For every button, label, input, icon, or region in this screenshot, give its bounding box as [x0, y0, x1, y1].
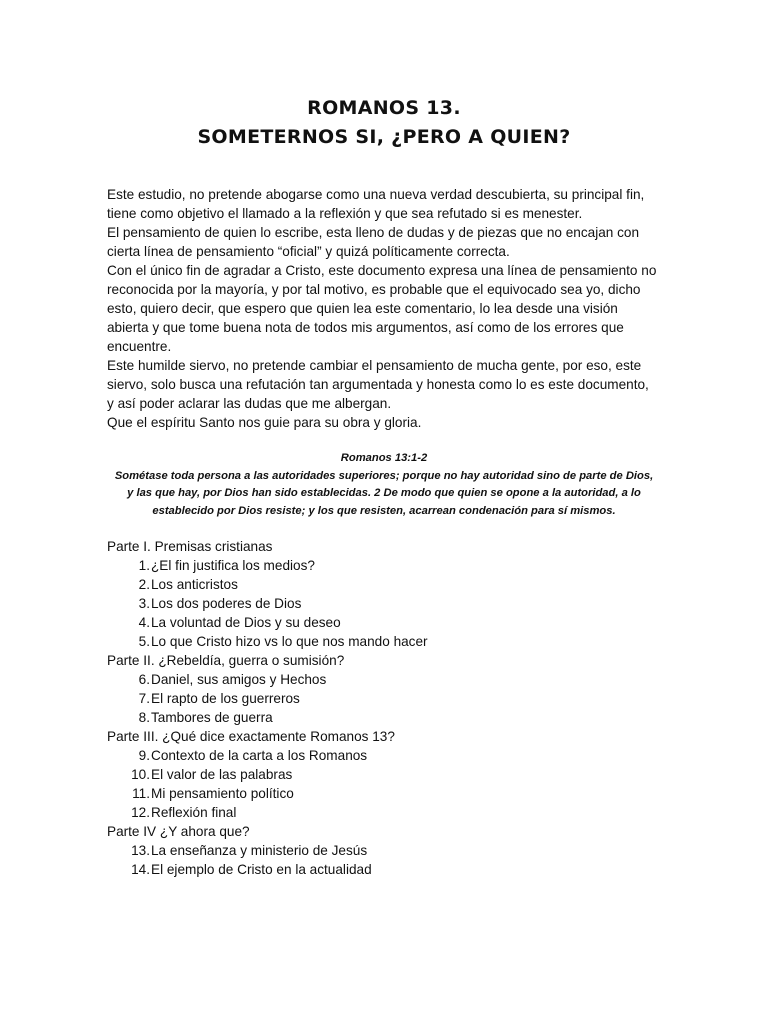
intro-line: El pensamiento de quien lo escribe, esta lleno de dudas y de piezas que no encajan con — [107, 225, 640, 240]
toc-item-number: 7. — [138, 691, 150, 706]
toc-part-heading: Parte IV ¿Y ahora que? — [107, 824, 250, 839]
quote-line: y las que hay, por Dios han sido establecidas. 2 De modo que quien se opone a la autoridad, a lo — [127, 487, 641, 499]
toc-item-number: 6. — [138, 672, 150, 687]
toc-item-label: Contexto de la carta a los Romanos — [151, 748, 368, 763]
toc-item — [107, 708, 667, 727]
toc-item-number: 12. — [131, 805, 150, 820]
intro-line: y así poder aclarar las dudas que me albergan. — [107, 396, 392, 411]
toc-item-label: La voluntad de Dios y su deseo — [151, 615, 341, 630]
toc-item-number: 8. — [138, 710, 150, 725]
toc-item-label: Mi pensamiento político — [151, 786, 294, 801]
toc-item — [107, 689, 667, 708]
intro-line: encuentre. — [107, 339, 172, 354]
intro-line: siervo, solo busca una refutación tan argumentada y honesta como lo es este documento, — [107, 377, 649, 392]
toc-item — [107, 613, 667, 632]
intro-line: Que el espíritu Santo nos guie para su obra y gloria. — [107, 415, 422, 430]
intro-line: Este estudio, no pretende abogarse como una nueva verdad descubierta, su principal fin, — [107, 187, 645, 202]
toc-item-number: 10. — [131, 767, 150, 782]
quote-line: Sométase toda persona a las autoridades superiores; porque no hay autoridad sino de parte de Dios, — [114, 469, 654, 482]
toc-item-label: La enseñanza y ministerio de Jesús — [151, 843, 368, 858]
document-title-line-2: SOMETERNOS SI, ¿PERO A QUIEN? — [197, 126, 571, 148]
toc-item — [107, 803, 667, 822]
toc-item — [107, 746, 667, 765]
intro-paragraphs — [107, 185, 667, 432]
toc-item-number: 4. — [138, 615, 150, 630]
toc-item-label: El ejemplo de Cristo en la actualidad — [151, 862, 372, 877]
toc-item-label: Reflexión final — [151, 805, 237, 820]
intro-line: abierta y que tome buena nota de todos mis argumentos, así como de los errores que — [107, 320, 624, 335]
toc-item-label: ¿El fin justifica los medios? — [151, 558, 315, 573]
toc-part-heading: Parte I. Premisas cristianas — [107, 539, 273, 554]
toc-item — [107, 765, 667, 784]
table-of-contents — [107, 537, 667, 879]
intro-line: tiene como objetivo el llamado a la reflexión y que sea refutado si es menester. — [107, 206, 583, 221]
toc-item — [107, 575, 667, 594]
toc-item-number: 5. — [138, 634, 150, 649]
toc-item — [107, 841, 667, 860]
intro-line: cierta línea de pensamiento “oficial” y quizá políticamente correcta. — [107, 244, 510, 259]
intro-line: Este humilde siervo, no pretende cambiar el pensamiento de mucha gente, por eso, este — [107, 358, 642, 373]
toc-item — [107, 632, 667, 651]
toc-item-label: Daniel, sus amigos y Hechos — [151, 672, 327, 687]
toc-item-label: Lo que Cristo hizo vs lo que nos mando hacer — [151, 634, 428, 649]
toc-item-label: El rapto de los guerreros — [151, 691, 300, 706]
scripture-quote — [100, 450, 668, 520]
toc-item-label: Tambores de guerra — [151, 710, 273, 725]
toc-item — [107, 594, 667, 613]
toc-item — [107, 670, 667, 689]
toc-item-number: 11. — [132, 786, 150, 801]
toc-item-number: 13. — [131, 843, 150, 858]
quote-line: establecido por Dios resiste; y los que resisten, acarrean condenación para sí mismos. — [152, 504, 616, 517]
toc-item-label: Los dos poderes de Dios — [151, 596, 302, 611]
toc-item-number: 3. — [138, 596, 150, 611]
toc-item-number: 2. — [138, 577, 150, 592]
quote-reference: Romanos 13:1-2 — [340, 452, 428, 464]
toc-item-number: 14. — [131, 862, 150, 877]
toc-item-label: Los anticristos — [151, 577, 238, 592]
toc-item-number: 1. — [138, 558, 150, 573]
toc-item-number: 9. — [138, 748, 150, 763]
intro-line: Con el único fin de agradar a Cristo, este documento expresa una línea de pensamiento no — [107, 263, 657, 278]
intro-line: esto, quiero decir, que espero que quien lea este comentario, lo lea desde una visión — [107, 301, 618, 316]
toc-item — [107, 860, 667, 879]
toc-part-heading: Parte II. ¿Rebeldía, guerra o sumisión? — [107, 653, 345, 668]
toc-item — [107, 556, 667, 575]
document-title-line-1: ROMANOS 13. — [307, 97, 461, 119]
toc-item — [107, 784, 667, 803]
intro-line: reconocida por la mayoría, y por tal motivo, es probable que el equivocado sea yo, dicho — [107, 282, 641, 297]
toc-part-heading: Parte III. ¿Qué dice exactamente Romanos 13? — [107, 729, 395, 744]
toc-item-label: El valor de las palabras — [151, 767, 293, 782]
